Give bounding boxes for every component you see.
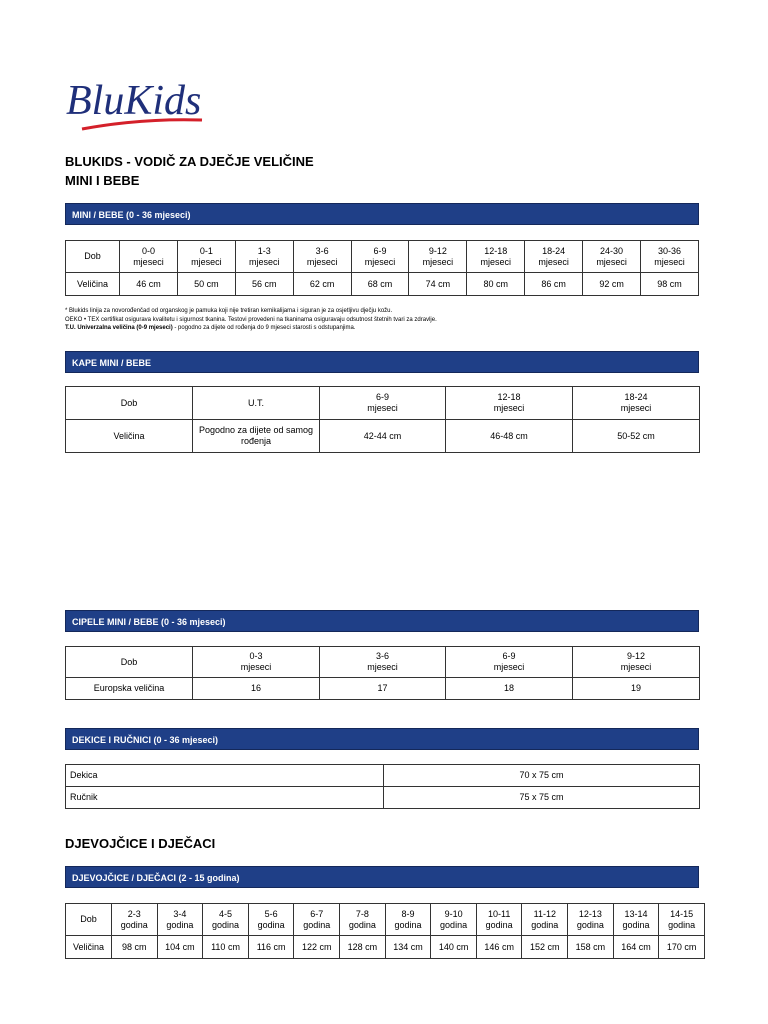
age-range: 3-6 [375, 651, 389, 661]
age-unit: godina [166, 919, 194, 930]
age-range: 0-0 [141, 245, 155, 256]
size-cell: 50 cm [177, 273, 235, 296]
section-bar-djeca: DJEVOJČICE / DJEČACI (2 - 15 godina) [65, 866, 699, 888]
age-range: 0-1 [199, 245, 213, 256]
table-row [66, 273, 699, 296]
age-range: 30-36 [657, 245, 682, 256]
size-cell: 19 [573, 678, 700, 700]
size-cell: 164 cm [613, 936, 659, 959]
age-cell [193, 647, 320, 678]
age-cell [583, 241, 641, 273]
age-unit: mjeseci [620, 403, 652, 413]
age-range: 12-13 [578, 908, 602, 919]
age-unit: mjeseci [240, 662, 272, 672]
size-cell: 68 cm [351, 273, 409, 296]
blukids-logo [62, 66, 212, 136]
table-row [66, 241, 699, 273]
size-cell: 74 cm [409, 273, 467, 296]
dekica-value: 70 x 75 cm [384, 765, 700, 787]
table-row [66, 678, 700, 700]
size-cell: 128 cm [340, 936, 386, 959]
age-range: 0-3 [249, 651, 263, 661]
size-cell: 158 cm [568, 936, 614, 959]
age-unit: mjeseci [538, 256, 569, 267]
age-unit: godina [622, 919, 650, 930]
age-range: 4-5 [219, 908, 233, 919]
age-unit: godina [257, 919, 285, 930]
age-range: 6-9 [502, 651, 516, 661]
row-label: Veličina [66, 273, 120, 296]
age-unit: mjeseci [493, 403, 525, 413]
age-unit: mjeseci [367, 403, 398, 413]
footnote-2: OEKO • TEX certifikat osigurava kvalitetu i sigurnost tkanina. Testovi provedeni na tkaninama osiguravaju odsutnost štetnih tvari za zdravlje. [65, 316, 437, 323]
age-cell [573, 647, 700, 678]
age-cell [351, 241, 409, 273]
age-unit: godina [303, 919, 331, 930]
section-bar-mini-bebe: MINI / BEBE (0 - 36 mjeseci) [65, 203, 699, 225]
age-cell [340, 904, 386, 936]
age-range: 10-11 [488, 908, 511, 919]
dekice-table [65, 764, 700, 809]
kape-table [65, 386, 700, 453]
size-cell: 18 [446, 678, 573, 700]
age-range: 18-24 [542, 245, 566, 256]
page-subtitle: MINI I BEBE [65, 173, 140, 188]
age-range: 9-12 [428, 245, 447, 256]
age-cell [293, 241, 351, 273]
age-unit: godina [440, 919, 468, 930]
age-cell [573, 387, 700, 420]
footnote-1: * Blukids linija za novorođenčad od organskog je pamuka koji nije tretiran kemikalijama i siguran je za osjetljivu dječju kožu. [65, 308, 393, 314]
age-unit: godina [668, 919, 696, 930]
age-range: 12-18 [497, 392, 521, 402]
age-range: 9-10 [444, 908, 463, 919]
logo-text: BluKids [66, 78, 202, 124]
cipele-table [65, 646, 700, 700]
size-cell: 62 cm [293, 273, 351, 296]
age-cell [409, 241, 467, 273]
age-cell [320, 387, 446, 420]
row-label: Veličina [66, 936, 112, 959]
age-unit: mjeseci [191, 256, 222, 267]
age-cell [157, 904, 203, 936]
age-range: 3-6 [315, 245, 329, 256]
size-cell: 16 [193, 678, 320, 700]
age-range: 1-3 [257, 245, 271, 256]
age-unit: mjeseci [248, 256, 280, 267]
age-range: 12-18 [484, 245, 508, 256]
age-cell [446, 387, 573, 420]
age-cell [467, 241, 525, 273]
section-bar-dekice: DEKICE I RUČNICI (0 - 36 mjeseci) [65, 728, 699, 750]
age-cell [320, 647, 446, 678]
size-cell: 92 cm [583, 273, 641, 296]
age-range: 11-12 [533, 908, 556, 919]
size-cell: 98 cm [112, 936, 158, 959]
age-unit: mjeseci [306, 256, 338, 267]
age-range: 3-4 [173, 908, 187, 919]
page-title: BLUKIDS - VODIČ ZA DJEČJE VELIČINE [65, 154, 314, 169]
age-range: 8-9 [401, 908, 415, 919]
table-row [66, 936, 705, 959]
age-unit: godina [531, 919, 559, 930]
size-cell: 134 cm [385, 936, 431, 959]
age-cell [568, 904, 614, 936]
size-cell: 42-44 cm [320, 420, 446, 453]
section-bar-cipele: CIPELE MINI / BEBE (0 - 36 mjeseci) [65, 610, 699, 632]
age-unit: mjeseci [620, 662, 652, 672]
age-cell [476, 904, 522, 936]
size-cell: 122 cm [294, 936, 340, 959]
age-range: 6-7 [310, 908, 324, 919]
row-label: Dob [66, 647, 193, 678]
age-range: U.T. [247, 397, 264, 408]
rucnik-label: Ručnik [66, 787, 384, 809]
age-unit: mjeseci [367, 662, 398, 672]
footnote-3: T.U. Univerzalna veličina (0-9 mjeseci) - pogodno za dijete od rođenja do 9 mjeseci starosti s odstupanjima. [65, 325, 356, 331]
footnotes [65, 307, 437, 333]
age-unit: godina [348, 919, 376, 930]
size-cell: 116 cm [248, 936, 294, 959]
age-range: 18-24 [624, 392, 648, 402]
age-range: 7-8 [355, 908, 369, 919]
age-unit: mjeseci [654, 256, 685, 267]
table-row [66, 420, 700, 453]
row-label: Veličina [66, 420, 193, 453]
row-label: Dob [66, 241, 120, 273]
size-cell: 170 cm [659, 936, 705, 959]
age-cell [641, 241, 699, 273]
age-cell [120, 241, 178, 273]
age-cell [525, 241, 583, 273]
size-cell: 104 cm [157, 936, 203, 959]
table-row [66, 787, 700, 809]
size-cell: 152 cm [522, 936, 568, 959]
age-unit: godina [394, 919, 422, 930]
size-cell: 110 cm [203, 936, 249, 959]
age-cell [235, 241, 293, 273]
age-range: 6-9 [375, 392, 389, 402]
size-cell: 17 [320, 678, 446, 700]
age-cell [203, 904, 249, 936]
age-cell [112, 904, 158, 936]
age-cell [446, 647, 573, 678]
age-range: 6-9 [373, 245, 387, 256]
age-unit: mjeseci [480, 256, 512, 267]
age-unit: mjeseci [493, 662, 525, 672]
age-range: 5-6 [264, 908, 278, 919]
age-cell [193, 387, 320, 420]
age-cell [248, 904, 294, 936]
age-range: 2-3 [127, 908, 141, 919]
age-unit: godina [212, 919, 240, 930]
age-cell [431, 904, 477, 936]
size-cell: 80 cm [467, 273, 525, 296]
table-row [66, 387, 700, 420]
age-unit: godina [485, 919, 513, 930]
age-cell [659, 904, 705, 936]
size-cell: Pogodno za dijete od samog rođenja [193, 420, 320, 453]
age-cell [613, 904, 659, 936]
age-unit: mjeseci [364, 256, 396, 267]
table-row [66, 647, 700, 678]
age-range: 14-15 [670, 908, 694, 919]
rucnik-value: 75 x 75 cm [384, 787, 700, 809]
dekica-label: Dekica [66, 765, 384, 787]
row-label: Dob [66, 387, 193, 420]
table-row [66, 765, 700, 787]
size-cell: 146 cm [476, 936, 522, 959]
section-bar-kape: KAPE MINI / BEBE [65, 351, 699, 373]
size-cell: 98 cm [641, 273, 699, 296]
age-range: 13-14 [624, 908, 648, 919]
row-label: Dob [66, 904, 112, 936]
age-cell [177, 241, 235, 273]
age-unit: godina [120, 919, 148, 930]
section-title-djeca: DJEVOJČICE I DJEČACI [65, 836, 216, 851]
size-cell: 46-48 cm [446, 420, 573, 453]
row-label: Europska veličina [66, 678, 193, 700]
size-cell: 56 cm [235, 273, 293, 296]
size-cell: 86 cm [525, 273, 583, 296]
size-cell: 50-52 cm [573, 420, 700, 453]
mini-bebe-table [65, 240, 699, 296]
table-row [66, 904, 705, 936]
age-range: 24-30 [600, 245, 624, 256]
age-cell [522, 904, 568, 936]
age-cell [294, 904, 340, 936]
age-unit: mjeseci [422, 256, 454, 267]
djeca-table [65, 903, 705, 959]
age-unit: mjeseci [596, 256, 627, 267]
size-cell: 46 cm [120, 273, 178, 296]
age-unit: mjeseci [133, 256, 164, 267]
size-cell: 140 cm [431, 936, 477, 959]
age-range: 9-12 [626, 651, 645, 661]
age-unit: godina [576, 919, 604, 930]
age-cell [385, 904, 431, 936]
